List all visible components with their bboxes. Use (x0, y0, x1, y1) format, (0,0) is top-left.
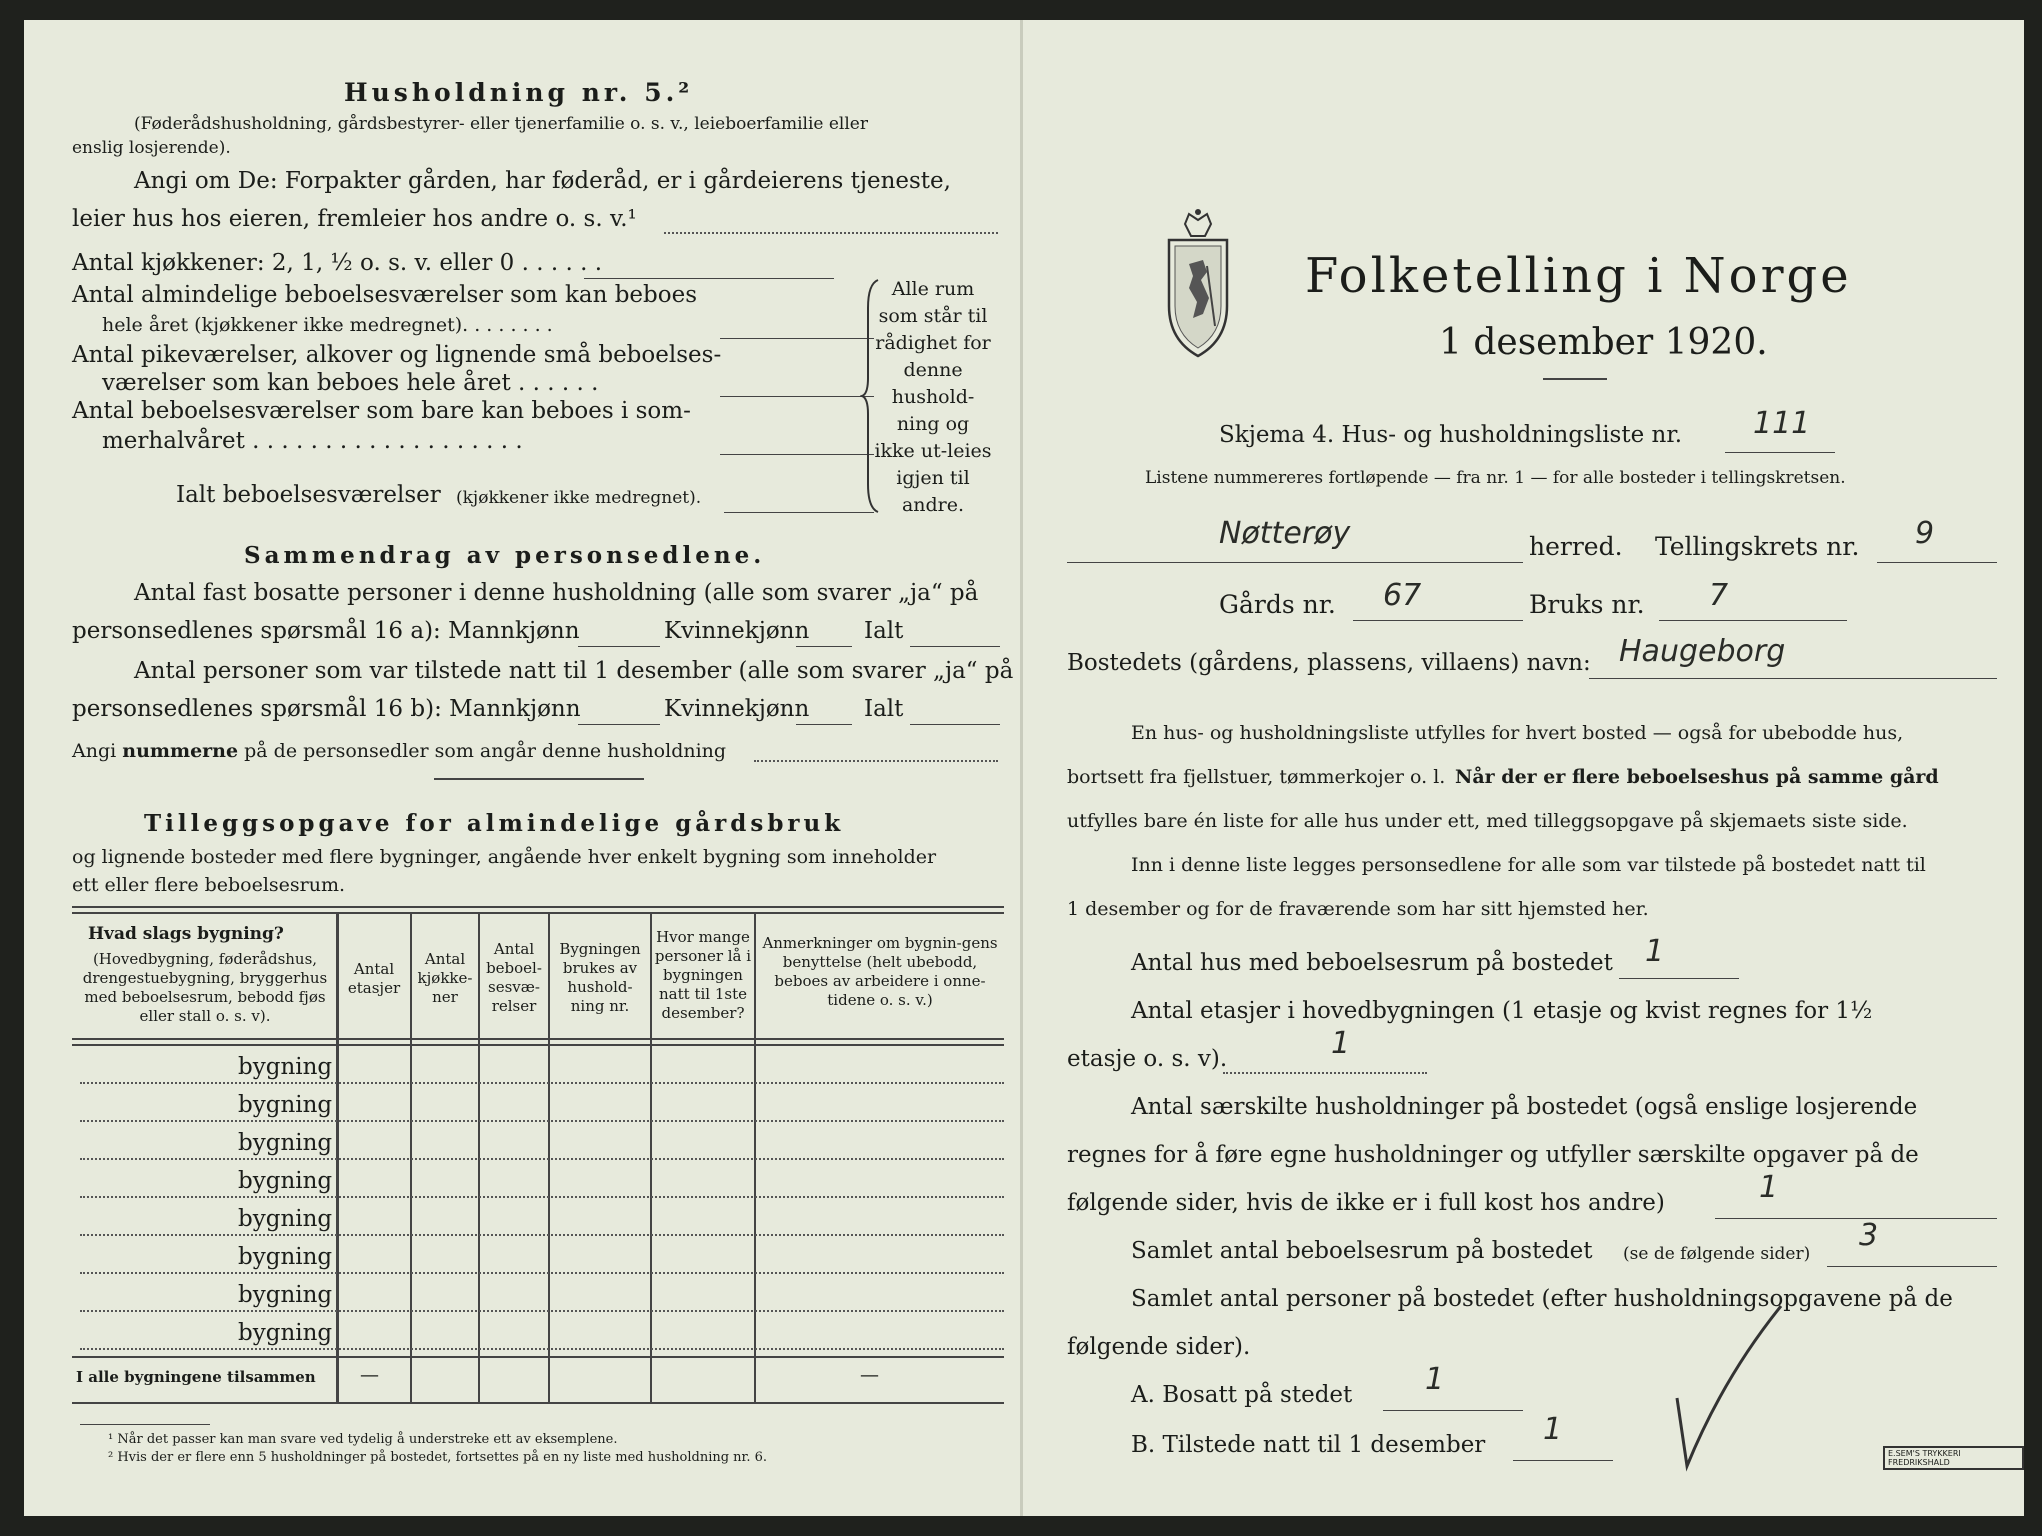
total-rooms-answer-line[interactable] (724, 512, 874, 513)
total-floors-dash: — (360, 1364, 379, 1386)
table-col-divider (650, 912, 652, 1402)
instruction-1b: bortsett fra fjellstuer, tømmerkojer o. l. (1067, 766, 1446, 788)
building-row-line[interactable] (80, 1120, 1004, 1122)
summary-title: Sammendrag av personsedlene. (244, 542, 766, 569)
col-persons: Hvor mange personer lå i bygningen natt til 1ste desember? (654, 928, 752, 1022)
printer-stamp: E.SEM'S TRYKKERI FREDRIKSHALD (1883, 1446, 2024, 1470)
col-remarks: Anmerkninger om bygnin-gens benyttelse (helt ubebodd, beboes av arbeidere i onne-tidene o. s. v.) (762, 934, 998, 1009)
farm-subtitle-1: og lignende bosteder med flere bygninger, angående hver enkelt bygning som inneholder (72, 846, 937, 868)
bruks-label: Bruks nr. (1529, 590, 1645, 619)
col-building-title: Hvad slags bygning? (88, 924, 284, 944)
building-row-label: bygning (238, 1244, 333, 1270)
present-answer-line[interactable] (1513, 1460, 1613, 1461)
total-rooms-label: Ialt beboelsesværelser (176, 482, 441, 508)
krets-value[interactable]: 9 (1915, 516, 1935, 551)
total-label: I alle bygningene tilsammen (76, 1368, 316, 1386)
building-row-line[interactable] (80, 1272, 1004, 1274)
resident-male-answer[interactable] (578, 646, 660, 647)
bruks-value[interactable]: 7 (1709, 578, 1729, 613)
building-row-line[interactable] (80, 1158, 1004, 1160)
building-row-label: bygning (238, 1130, 333, 1156)
resident-female-answer[interactable] (796, 646, 852, 647)
persons-question-1: Samlet antal personer på bostedet (efter husholdningsopgavene på de (1131, 1286, 1953, 1312)
intro-line-1: (Føderådshusholdning, gårdsbestyrer- eller tjenerfamilie o. s. v., leieboerfamilie eller (134, 114, 868, 134)
maid-rooms-answer-line[interactable] (720, 396, 874, 397)
col-building-sub: (Hovedbygning, føderådshus, drengestuebygning, bryggerhus med beboelsesrum, bebodd fjøs eller stall o. s. v). (82, 950, 328, 1025)
bruks-answer-line[interactable] (1659, 620, 1847, 621)
resident-answer-line[interactable] (1383, 1410, 1523, 1411)
households-question-3: følgende sider, hvis de ikke er i full kost hos andre) (1067, 1190, 1665, 1216)
census-date: 1 desember 1920. (1439, 322, 1768, 363)
table-top-rule (72, 906, 1004, 908)
table-col-divider (410, 912, 412, 1402)
building-row-label: bygning (238, 1320, 333, 1346)
place-answer-line[interactable] (1589, 678, 1997, 679)
building-row-line[interactable] (80, 1082, 1004, 1084)
brace-note: Alle rum som står til rådighet for denne hushold-ning og ikke ut-leies igjen til andre. (874, 278, 992, 516)
summer-rooms-answer-line[interactable] (720, 454, 874, 455)
schema-value[interactable]: 111 (1753, 406, 1811, 441)
footnote-rule (80, 1424, 210, 1425)
rooms-question-note: (se de følgende sider) (1623, 1244, 1811, 1264)
ordinary-rooms-label-2: hele året (kjøkkener ikke medregnet). . . . . . . . (102, 314, 553, 336)
numbers-answer-line[interactable] (754, 760, 998, 762)
instruction-1d: utfylles bare én liste for alle hus under ett, med tilleggsopgave på skjemaets siste side. (1067, 810, 1908, 832)
houses-value[interactable]: 1 (1645, 934, 1665, 969)
present-value[interactable]: 1 (1543, 1412, 1563, 1447)
numbers-suffix: på de personsedler som angår denne husholdning (244, 740, 727, 762)
table-col-divider (548, 912, 550, 1402)
summary-line-3: Antal personer som var tilstede natt til 1 desember (alle som svarer „ja“ på (134, 658, 1014, 684)
households-question-1: Antal særskilte husholdninger på bostedet (også enslige losjerende (1131, 1094, 1918, 1120)
krets-answer-line[interactable] (1877, 562, 1997, 563)
table-bottom-rule (72, 1402, 1004, 1404)
col-kitchens: Antal kjøkke-ner (417, 950, 473, 1006)
numbering-note: Listene nummereres fortløpende — fra nr. 1 — for alle bosteder i tellingskretsen. (1145, 468, 1846, 488)
resident-total-answer[interactable] (910, 646, 1000, 647)
farm-title: Tilleggsopgave for almindelige gårdsbruk (144, 810, 845, 837)
building-row-label: bygning (238, 1168, 333, 1194)
summer-rooms-label-1: Antal beboelsesværelser som bare kan beboes i som- (72, 398, 691, 424)
households-question-2: regnes for å føre egne husholdninger og utfyller særskilte opgaver på de (1067, 1142, 1919, 1168)
table-header-rule (72, 1038, 1004, 1040)
section-divider (434, 778, 644, 780)
resident-label: A. Bosatt på stedet (1131, 1382, 1353, 1408)
households-answer-line[interactable] (1715, 1218, 1997, 1219)
numbers-prefix: Angi (72, 740, 117, 762)
place-label: Bostedets (gårdens, plassens, villaens) navn: (1067, 650, 1591, 676)
households-value[interactable]: 1 (1759, 1170, 1779, 1205)
building-row-label: bygning (238, 1092, 333, 1118)
status-answer-line[interactable] (664, 232, 998, 234)
table-col-divider (754, 912, 756, 1402)
herred-label: herred. (1529, 532, 1623, 561)
title-divider (1543, 378, 1607, 380)
building-row-line[interactable] (80, 1348, 1004, 1350)
instruction-2b: 1 desember og for de fraværende som har sitt hjemsted her. (1067, 898, 1649, 920)
resident-female-label: Kvinnekjønn (664, 618, 810, 644)
krets-label: Tellingskrets nr. (1655, 532, 1860, 561)
rooms-answer-line[interactable] (1827, 1266, 1997, 1267)
herred-value[interactable]: Nøtterøy (1219, 516, 1351, 551)
floors-question-1: Antal etasjer i hovedbygningen (1 etasje og kvist regnes for 1½ (1131, 998, 1873, 1024)
table-total-rule (72, 1356, 1004, 1358)
ordinary-rooms-label-1: Antal almindelige beboelsesværelser som kan beboes (72, 282, 698, 308)
total-remarks-dash: — (860, 1364, 879, 1386)
total-rooms-note: (kjøkkener ikke medregnet). (456, 488, 702, 508)
coat-of-arms-icon (1163, 206, 1233, 358)
table-col-divider (478, 912, 480, 1402)
place-value[interactable]: Haugeborg (1619, 634, 1786, 669)
building-row-label: bygning (238, 1206, 333, 1232)
resident-total-label: Ialt (864, 618, 904, 644)
rooms-value[interactable]: 3 (1859, 1218, 1879, 1253)
floors-value[interactable]: 1 (1331, 1026, 1351, 1061)
ordinary-rooms-answer-line[interactable] (720, 338, 874, 339)
footnote-2: ² Hvis der er flere enn 5 husholdninger på bostedet, fortsettes på en ny liste med husholdning nr. 6. (108, 1450, 768, 1465)
floors-answer-line[interactable] (1223, 1072, 1427, 1074)
maid-rooms-label-2: værelser som kan beboes hele året . . . . . . (102, 370, 599, 396)
summary-line-4-label: personsedlenes spørsmål 16 b): Mannkjønn (72, 696, 581, 722)
intro-line-2: enslig losjerende). (72, 138, 231, 158)
col-used-by: Bygningen brukes av hushold-ning nr. (559, 940, 641, 1015)
present-total-answer[interactable] (910, 724, 1000, 725)
floors-question-2: etasje o. s. v). (1067, 1046, 1228, 1072)
checkmark-icon (1663, 1298, 1793, 1478)
household-heading: Husholdning nr. 5.² (344, 78, 694, 107)
status-question-2: leier hus hos eieren, fremleier hos andre o. s. v.¹ (72, 206, 637, 232)
instruction-1a: En hus- og husholdningsliste utfylles for hvert bosted — også for ubebodde hus, (1131, 722, 1904, 744)
kitchens-answer-line[interactable] (584, 278, 834, 279)
gards-label: Gårds nr. (1219, 590, 1336, 619)
col-floors: Antal etasjer (347, 960, 401, 997)
summary-line-2-label: personsedlenes spørsmål 16 a): Mannkjønn (72, 618, 580, 644)
houses-answer-line[interactable] (1619, 978, 1739, 979)
farm-subtitle-2: ett eller flere beboelsesrum. (72, 874, 346, 896)
numbers-bold: nummerne (122, 740, 239, 762)
summer-rooms-label-2: merhalvåret . . . . . . . . . . . . . . . . . . . (102, 428, 523, 454)
herred-answer-line[interactable] (1067, 562, 1523, 563)
summary-line-1: Antal fast bosatte personer i denne husholdning (alle som svarer „ja“ på (134, 580, 979, 606)
building-row-line[interactable] (80, 1196, 1004, 1198)
footnote-1: ¹ Når det passer kan man svare ved tydelig å understreke ett av eksemplene. (108, 1432, 618, 1447)
schema-label: Skjema 4. Hus- og husholdningsliste nr. (1219, 422, 1683, 448)
kitchens-label: Antal kjøkkener: 2, 1, ½ o. s. v. eller 0 . . . . . . (72, 250, 603, 276)
building-row-label: bygning (238, 1054, 333, 1080)
present-female-answer[interactable] (796, 724, 852, 725)
persons-question-2: følgende sider). (1067, 1334, 1251, 1360)
present-male-answer[interactable] (578, 724, 660, 725)
status-question-1: Angi om De: Forpakter gården, har føderåd, er i gårdeierens tjeneste, (134, 168, 951, 194)
table-header-rule-2 (72, 1044, 1004, 1046)
houses-question: Antal hus med beboelsesrum på bostedet (1131, 950, 1613, 976)
rooms-question: Samlet antal beboelsesrum på bostedet (1131, 1238, 1593, 1264)
present-total-label: Ialt (864, 696, 904, 722)
present-female-label: Kvinnekjønn (664, 696, 810, 722)
instruction-2a: Inn i denne liste legges personsedlene for alle som var tilstede på bostedet natt til (1131, 854, 1926, 876)
left-page (24, 20, 1020, 1516)
table-col-divider (336, 912, 339, 1402)
gards-value[interactable]: 67 (1383, 578, 1422, 613)
building-row-line[interactable] (80, 1310, 1004, 1312)
building-row-label: bygning (238, 1282, 333, 1308)
instruction-1c: Når der er flere beboelseshus på samme gård (1455, 766, 1939, 788)
gards-answer-line[interactable] (1353, 620, 1523, 621)
resident-value[interactable]: 1 (1425, 1362, 1445, 1397)
col-rooms: Antal beboel-sesvæ-relser (486, 940, 542, 1015)
census-title: Folketelling i Norge (1305, 248, 1852, 304)
schema-answer-line[interactable] (1725, 452, 1835, 453)
table-top-rule-2 (72, 912, 1004, 914)
numbers-instruction (72, 740, 726, 762)
present-label: B. Tilstede natt til 1 desember (1131, 1432, 1486, 1458)
maid-rooms-label-1: Antal pikeværelser, alkover og lignende små beboelses- (72, 342, 722, 368)
building-row-line[interactable] (80, 1234, 1004, 1236)
right-page (1023, 20, 2024, 1516)
